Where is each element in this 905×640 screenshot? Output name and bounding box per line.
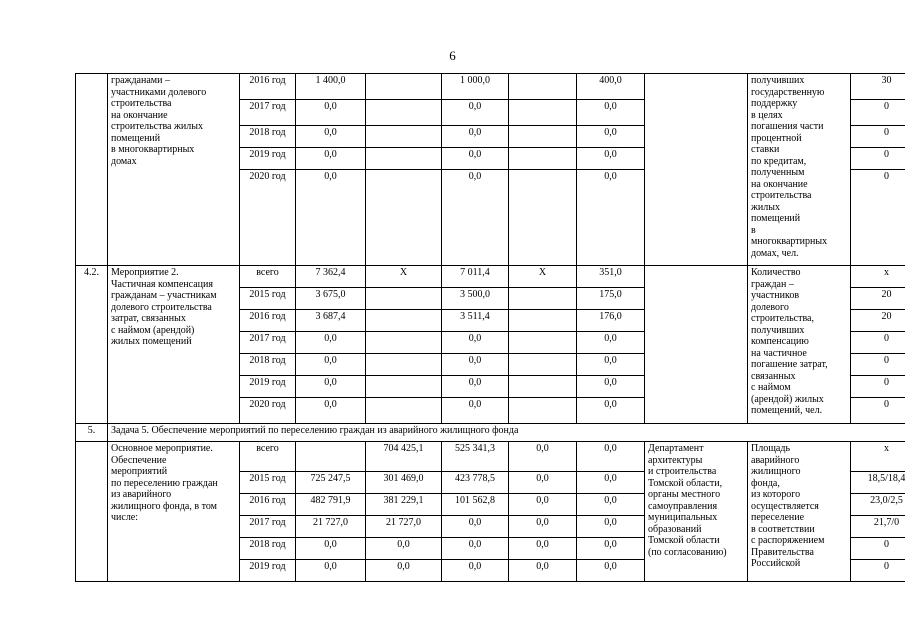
total-cell: 0,0 — [296, 100, 366, 126]
federal-cell — [366, 398, 442, 424]
indicator-value: 0 — [851, 354, 905, 376]
total-cell: 0,0 — [296, 332, 366, 354]
local-cell — [509, 398, 577, 424]
task-row — [76, 424, 905, 442]
local-cell: 0,0 — [509, 538, 577, 560]
other-cell: 0,0 — [577, 332, 645, 354]
regional-cell: 1 000,0 — [442, 74, 509, 100]
federal-cell — [366, 310, 442, 332]
total-cell — [296, 442, 366, 472]
executor-cell — [645, 266, 748, 424]
regional-cell: 3 511,4 — [442, 310, 509, 332]
indicator-value: 18,5/18,4 — [851, 472, 905, 494]
indicator-value: х — [851, 266, 905, 288]
year-cell: 2020 год — [240, 398, 296, 424]
executor-cell: Департамент архитектуры и строительства Томской области, органы местного самоуправления муниципальных образований Томской области (по согласованию) — [645, 442, 748, 582]
local-cell: 0,0 — [509, 442, 577, 472]
regional-cell: 0,0 — [442, 170, 509, 266]
federal-cell — [366, 354, 442, 376]
year-cell: 2015 год — [240, 288, 296, 310]
indicator-value: 20 — [851, 288, 905, 310]
local-cell: Х — [509, 266, 577, 288]
regional-cell: 0,0 — [442, 354, 509, 376]
total-cell: 3 675,0 — [296, 288, 366, 310]
total-cell: 0,0 — [296, 560, 366, 582]
other-cell: 0,0 — [577, 442, 645, 472]
task-number: 5. — [76, 424, 108, 442]
federal-cell: Х — [366, 266, 442, 288]
regional-cell: 0,0 — [442, 332, 509, 354]
indicator-value: 0 — [851, 398, 905, 424]
other-cell: 0,0 — [577, 170, 645, 266]
year-cell: 2018 год — [240, 354, 296, 376]
local-cell — [509, 74, 577, 100]
other-cell: 0,0 — [577, 472, 645, 494]
page-number: 6 — [449, 48, 456, 63]
other-cell: 400,0 — [577, 74, 645, 100]
executor-cell — [645, 74, 748, 266]
local-cell: 0,0 — [509, 560, 577, 582]
federal-cell: 0,0 — [366, 560, 442, 582]
table-row — [76, 74, 905, 100]
year-cell: 2015 год — [240, 472, 296, 494]
federal-cell: 704 425,1 — [366, 442, 442, 472]
total-cell: 21 727,0 — [296, 516, 366, 538]
local-cell — [509, 354, 577, 376]
year-cell: 2019 год — [240, 376, 296, 398]
year-cell: 2020 год — [240, 170, 296, 266]
indicator-value: 0 — [851, 148, 905, 170]
regional-cell: 101 562,8 — [442, 494, 509, 516]
local-cell — [509, 126, 577, 148]
local-cell: 0,0 — [509, 494, 577, 516]
federal-cell — [366, 74, 442, 100]
total-cell: 482 791,9 — [296, 494, 366, 516]
row-number — [76, 74, 108, 266]
other-cell: 351,0 — [577, 266, 645, 288]
indicator-value: 0 — [851, 100, 905, 126]
indicator-value: 0 — [851, 376, 905, 398]
other-cell: 0,0 — [577, 354, 645, 376]
total-cell: 0,0 — [296, 148, 366, 170]
local-cell — [509, 332, 577, 354]
year-cell: 2019 год — [240, 148, 296, 170]
total-cell: 3 687,4 — [296, 310, 366, 332]
local-cell — [509, 288, 577, 310]
year-cell: 2016 год — [240, 494, 296, 516]
federal-cell — [366, 170, 442, 266]
total-cell: 0,0 — [296, 170, 366, 266]
total-cell: 725 247,5 — [296, 472, 366, 494]
measure-name: Мероприятие 2. Частичная компенсация гражданам – участникам долевого строительства затрат, связанных с наймом (арендой) жилых помещений — [108, 266, 240, 424]
indicator-value: 30 — [851, 74, 905, 100]
indicator-name: Площадь аварийного жилищного фонда, из которого осуществляется переселение в соответствии с распоряжением Правительства Российской — [748, 442, 851, 582]
indicator-value: 23,0/2,5 — [851, 494, 905, 516]
other-cell: 176,0 — [577, 310, 645, 332]
federal-cell — [366, 376, 442, 398]
measure-name: гражданами – участниками долевого строительства на окончание строительства жилых помещений в многоквартирных домах — [108, 74, 240, 266]
other-cell: 0,0 — [577, 148, 645, 170]
regional-cell: 0,0 — [442, 538, 509, 560]
total-cell: 0,0 — [296, 126, 366, 148]
local-cell — [509, 100, 577, 126]
regional-cell: 0,0 — [442, 148, 509, 170]
total-cell: 7 362,4 — [296, 266, 366, 288]
local-cell — [509, 310, 577, 332]
other-cell: 0,0 — [577, 100, 645, 126]
program-table — [75, 73, 905, 582]
local-cell — [509, 170, 577, 266]
total-cell: 1 400,0 — [296, 74, 366, 100]
other-cell: 0,0 — [577, 560, 645, 582]
indicator-value: х — [851, 442, 905, 472]
indicator-value: 21,7/0 — [851, 516, 905, 538]
other-cell: 0,0 — [577, 516, 645, 538]
task-title: Задача 5. Обеспечение мероприятий по переселению граждан из аварийного жилищного фонда — [108, 424, 905, 442]
regional-cell: 0,0 — [442, 398, 509, 424]
year-cell: 2016 год — [240, 74, 296, 100]
other-cell: 175,0 — [577, 288, 645, 310]
total-cell: 0,0 — [296, 354, 366, 376]
federal-cell: 301 469,0 — [366, 472, 442, 494]
regional-cell: 0,0 — [442, 560, 509, 582]
row-number: 4.2. — [76, 266, 108, 424]
indicator-value: 0 — [851, 560, 905, 582]
other-cell: 0,0 — [577, 126, 645, 148]
year-cell: 2018 год — [240, 126, 296, 148]
local-cell: 0,0 — [509, 516, 577, 538]
row-number — [76, 442, 108, 582]
indicator-value: 0 — [851, 332, 905, 354]
year-cell: 2017 год — [240, 100, 296, 126]
other-cell: 0,0 — [577, 376, 645, 398]
total-cell: 0,0 — [296, 538, 366, 560]
local-cell: 0,0 — [509, 472, 577, 494]
table-row — [76, 442, 905, 472]
indicator-name: получивших государственную поддержку в целях погашения части процентной ставки по кредитам, полученным на окончание строительства жилых помещений в многоквартирных домах, чел. — [748, 74, 851, 266]
local-cell — [509, 148, 577, 170]
year-cell: 2019 год — [240, 560, 296, 582]
total-cell: 0,0 — [296, 398, 366, 424]
other-cell: 0,0 — [577, 494, 645, 516]
federal-cell — [366, 332, 442, 354]
indicator-value: 0 — [851, 538, 905, 560]
local-cell — [509, 376, 577, 398]
federal-cell — [366, 100, 442, 126]
indicator-value: 20 — [851, 310, 905, 332]
federal-cell: 0,0 — [366, 538, 442, 560]
other-cell: 0,0 — [577, 398, 645, 424]
federal-cell — [366, 288, 442, 310]
year-cell: 2016 год — [240, 310, 296, 332]
year-cell: всего — [240, 266, 296, 288]
indicator-value: 0 — [851, 170, 905, 266]
year-cell: всего — [240, 442, 296, 472]
other-cell: 0,0 — [577, 538, 645, 560]
indicator-value: 0 — [851, 126, 905, 148]
indicator-name: Количество граждан – участников долевого строительства, получивших компенсацию на частичное погашение затрат, связанных с наймом (арендой) жилых помещений, чел. — [748, 266, 851, 424]
measure-name: Основное мероприятие. Обеспечение мероприятий по переселению граждан из аварийного жилищного фонда, в том числе: — [108, 442, 240, 582]
federal-cell: 21 727,0 — [366, 516, 442, 538]
regional-cell: 0,0 — [442, 376, 509, 398]
federal-cell: 381 229,1 — [366, 494, 442, 516]
regional-cell: 0,0 — [442, 100, 509, 126]
regional-cell: 3 500,0 — [442, 288, 509, 310]
regional-cell: 7 011,4 — [442, 266, 509, 288]
year-cell: 2017 год — [240, 516, 296, 538]
total-cell: 0,0 — [296, 376, 366, 398]
table-row — [76, 266, 905, 288]
year-cell: 2018 год — [240, 538, 296, 560]
federal-cell — [366, 148, 442, 170]
regional-cell: 0,0 — [442, 126, 509, 148]
regional-cell: 525 341,3 — [442, 442, 509, 472]
regional-cell: 0,0 — [442, 516, 509, 538]
year-cell: 2017 год — [240, 332, 296, 354]
regional-cell: 423 778,5 — [442, 472, 509, 494]
federal-cell — [366, 126, 442, 148]
